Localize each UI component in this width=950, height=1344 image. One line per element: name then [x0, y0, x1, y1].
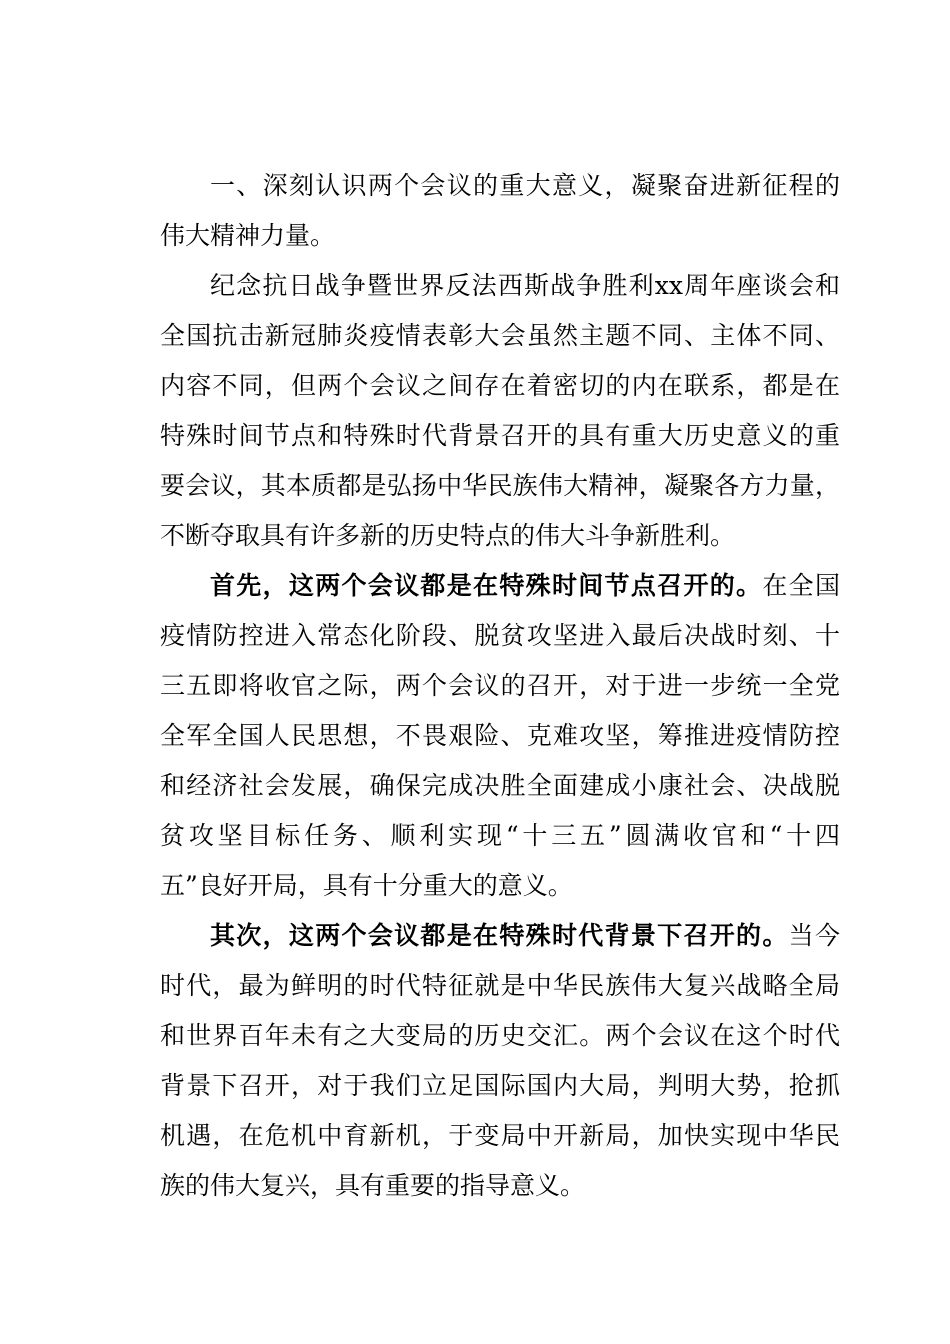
paragraph-3-line: 时代，最为鲜明的时代特征就是中华民族伟大复兴战略全局 — [160, 971, 840, 1000]
paragraph-3-first-rest: 当今 — [788, 921, 840, 950]
paragraph-3-line: 机遇，在危机中育新机，于变局中开新局，加快实现中华民 — [160, 1121, 840, 1150]
paragraph-3-lead: 其次，这两个会议都是在特殊时代背景下召开的。 — [210, 921, 789, 950]
paragraph-2-first-rest: 在全国 — [762, 571, 840, 600]
paragraph-1-line: 全国抗击新冠肺炎疫情表彰大会虽然主题不同、主体不同、 — [160, 321, 840, 350]
paragraph-1-line: 特殊时间节点和特殊时代背景召开的具有重大历史意义的重 — [160, 421, 840, 450]
paragraph-1-line: 要会议，其本质都是弘扬中华民族伟大精神，凝聚各方力量， — [160, 471, 840, 500]
paragraph-1-line: 内容不同，但两个会议之间存在着密切的内在联系，都是在 — [160, 371, 840, 400]
paragraph-2-line: 三五即将收官之际，两个会议的召开，对于进一步统一全党 — [160, 671, 840, 700]
paragraph-2-line: 和经济社会发展，确保完成决胜全面建成小康社会、决战脱 — [160, 771, 840, 800]
paragraph-2-lead: 首先，这两个会议都是在特殊时间节点召开的。 — [210, 571, 763, 600]
paragraph-2-line: 五”良好开局，具有十分重大的意义。 — [160, 871, 573, 900]
paragraph-3-line: 和世界百年未有之大变局的历史交汇。两个会议在这个时代 — [160, 1021, 840, 1050]
section-heading-line-1: 一、深刻认识两个会议的重大意义，凝聚奋进新征程的 — [210, 171, 840, 200]
paragraph-2-line: 全军全国人民思想，不畏艰险、克难攻坚，筹推进疫情防控 — [160, 721, 840, 750]
paragraph-1-line: 纪念抗日战争暨世界反法西斯战争胜利xx周年座谈会和 — [210, 271, 840, 300]
paragraph-3-first-line — [210, 920, 840, 952]
paragraph-2-line: 疫情防控进入常态化阶段、脱贫攻坚进入最后决战时刻、十 — [160, 621, 840, 650]
paragraph-2-first-line — [210, 570, 840, 602]
paragraph-2-line: 贫攻坚目标任务、顺利实现“十三五”圆满收官和“十四 — [160, 821, 840, 850]
paragraph-3-line: 背景下召开，对于我们立足国际国内大局，判明大势，抢抓 — [160, 1071, 840, 1100]
paragraph-1-line: 不断夺取具有许多新的历史特点的伟大斗争新胜利。 — [160, 521, 736, 550]
section-heading-line-2: 伟大精神力量。 — [160, 221, 336, 250]
paragraph-3-line: 族的伟大复兴，具有重要的指导意义。 — [160, 1171, 586, 1200]
